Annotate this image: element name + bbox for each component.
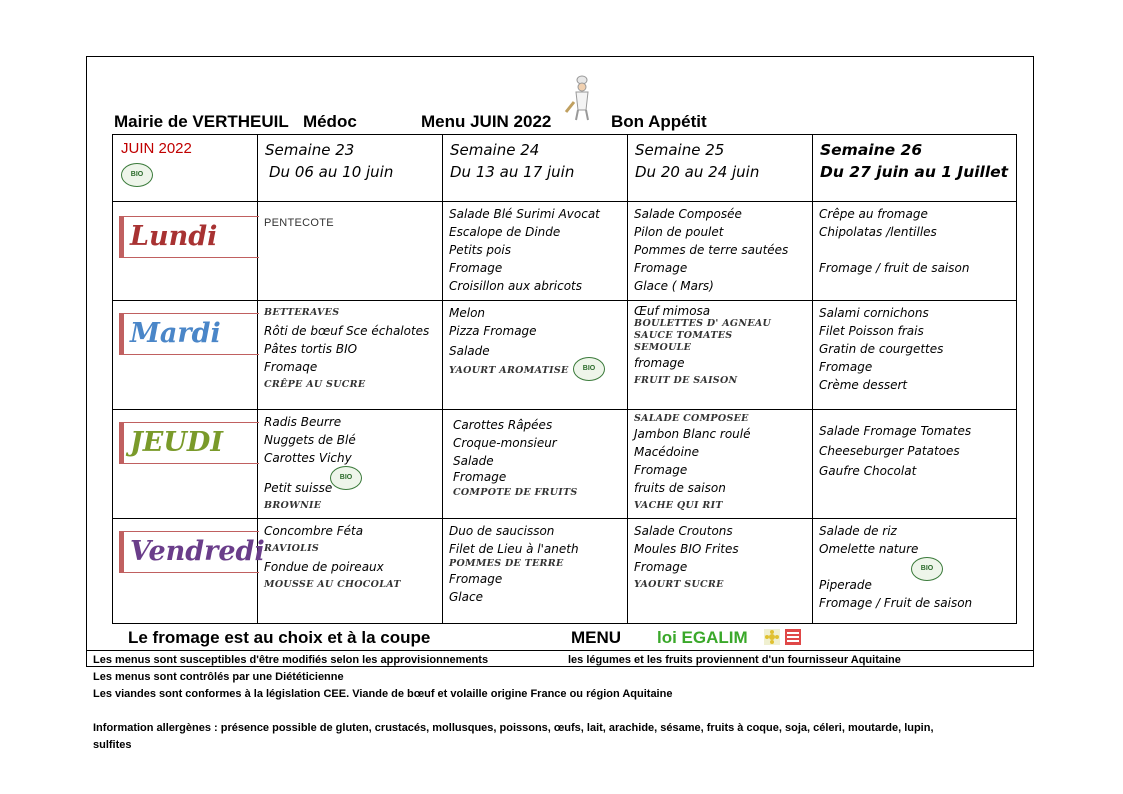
day-row-mardi <box>113 301 1017 410</box>
day-label-mardi: Mardi <box>119 313 259 355</box>
allergenes-note: Information allergènes : présence possible de gluten, crustacés, mollusques, poissons, œufs, lait, arachide, sésame, fruits à coque, soja, céleri, moutarde, lupin, <box>93 722 934 734</box>
bio-label-icon: BIO <box>330 466 362 490</box>
menu-cell: Duo de saucisson Filet de Lieu à l'aneth POMMES DE TERRE Fromage Glace <box>443 519 628 624</box>
day-label-vendredi: Vendredi <box>119 531 259 573</box>
menu-cell: Salade Composée Pilon de poulet Pommes de terre sautées Fromage Glace ( Mars) <box>628 202 813 301</box>
month-label: JUIN 2022 <box>121 140 192 157</box>
menu-cell: Salami cornichons Filet Poisson frais Gratin de courgettes Fromage Crème dessert <box>813 301 1017 410</box>
day-row-jeudi <box>113 410 1017 519</box>
menu-cell: Salade Fromage Tomates Cheeseburger Patatoes Gaufre Chocolat <box>813 410 1017 519</box>
menu-title: Menu JUIN 2022 <box>421 112 552 131</box>
flower-logo-icon <box>764 629 780 645</box>
bio-label-icon: BIO <box>573 357 605 381</box>
week-header: Semaine 26 Du 27 juin au 1 Juillet <box>813 135 1017 202</box>
menu-cell: Concombre Féta RAVIOLIS Fondue de poireaux MOUSSE AU CHOCOLAT <box>258 519 443 624</box>
greeting: Bon Appétit <box>611 112 707 131</box>
footer-separator <box>86 650 1034 651</box>
menu-cell: SALADE COMPOSEE Jambon Blanc roulé Macédoine Fromage fruits de saison VACHE QUI RIT <box>628 410 813 519</box>
day-row-lundi <box>113 202 1017 301</box>
viandes-note: Les viandes sont conformes à la législation CEE. Viande de bœuf et volaille origine France ou région Aquitaine <box>93 688 673 700</box>
day-label-jeudi: JEUDI <box>119 422 259 464</box>
menu-cell: PENTECOTE <box>258 202 443 301</box>
day-cell <box>113 301 258 410</box>
menu-cell: Crêpe au fromage Chipolatas /lentilles Fromage / fruit de saison <box>813 202 1017 301</box>
day-label-lundi: Lundi <box>119 216 259 258</box>
allergenes-note-cont: sulfites <box>93 739 132 751</box>
fromage-note: Le fromage est au choix et à la coupe <box>128 628 431 647</box>
bio-label-icon: BIO <box>911 557 943 581</box>
mairie-title: Mairie de VERTHEUIL Médoc <box>114 112 357 131</box>
menu-cell: Œuf mimosa BOULETTES D' AGNEAU SAUCE TOMATES SEMOULE fromage FRUIT DE SAISON <box>628 301 813 410</box>
week-header: Semaine 24 Du 13 au 17 juin <box>443 135 628 202</box>
bio-label-icon: BIO <box>121 163 153 187</box>
chef-icon <box>560 72 600 122</box>
menu-table <box>112 134 1017 624</box>
note-right: les légumes et les fruits proviennent d'un fournisseur Aquitaine <box>568 654 901 666</box>
label-logo-icon <box>785 629 801 645</box>
menu-cell: Carottes Râpées Croque-monsieur Salade Fromage COMPOTE DE FRUITS <box>443 410 628 519</box>
dieteticienne-note: Les menus sont contrôlés par une Diététicienne <box>93 671 344 683</box>
menu-cell: Radis Beurre Nuggets de Blé Carottes Vichy Petit suisse BROWNIE BIO <box>258 410 443 519</box>
week-header: Semaine 25 Du 20 au 24 juin <box>628 135 813 202</box>
menu-cell: Salade de riz Omelette nature Piperade Fromage / Fruit de saison BIO <box>813 519 1017 624</box>
week-header: Semaine 23 Du 06 au 10 juin <box>258 135 443 202</box>
day-row-vendredi <box>113 519 1017 624</box>
menu-cell: Melon Pizza Fromage Salade YAOURT AROMATISE BIO <box>443 301 628 410</box>
day-cell <box>113 410 258 519</box>
day-cell <box>113 519 265 624</box>
note-left: Les menus sont susceptibles d'être modifiés selon les approvisionnements <box>93 654 489 666</box>
menu-cell: Salade Croutons Moules BIO Frites Fromage YAOURT SUCRE <box>628 519 813 624</box>
menu-cell: BETTERAVES Rôti de bœuf Sce échalotes Pâtes tortis BIO Fromaqe CRÊPE AU SUCRE <box>258 301 443 410</box>
header-row <box>113 135 1017 202</box>
menu-cell: Salade Blé Surimi Avocat Escalope de Dinde Petits pois Fromage Croisillon aux abricots <box>443 202 628 301</box>
corner-cell <box>113 135 258 202</box>
day-cell <box>113 202 258 301</box>
egalim-label: loi EGALIM <box>657 628 748 647</box>
menu-label: MENU <box>571 628 622 647</box>
